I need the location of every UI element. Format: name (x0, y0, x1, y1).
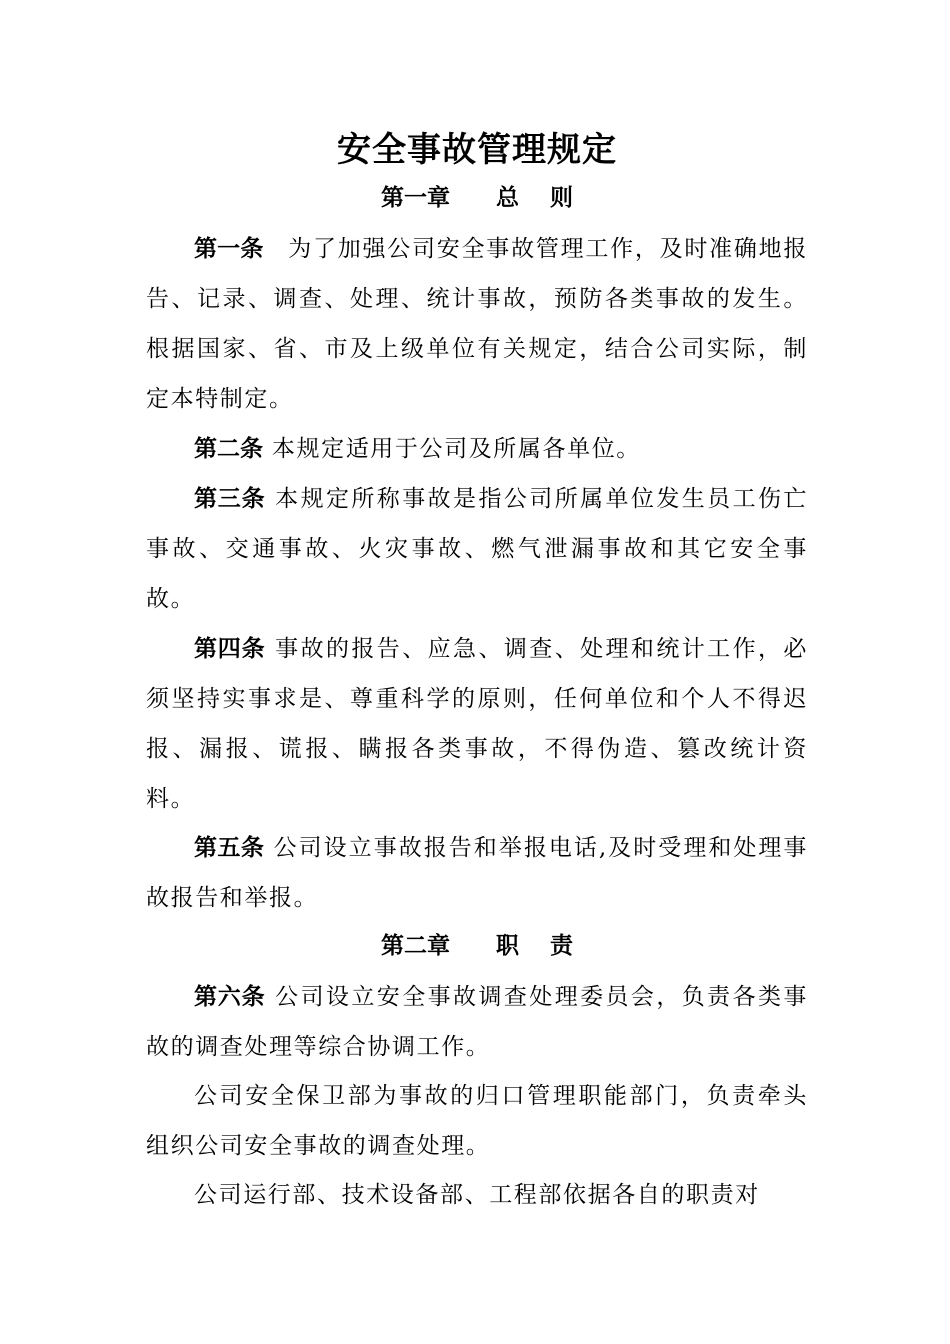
chapter-heading-1: 第一章 总 则 (380, 185, 573, 211)
article-1 (146, 224, 808, 424)
paragraph-text: 公司安全保卫部为事故的归口管理职能部门，负责牵头组织公司安全事故的调查处理。 (146, 1083, 808, 1159)
paragraph-departments (146, 1170, 808, 1220)
article-number: 第二条 (194, 436, 263, 462)
article-4 (146, 624, 808, 824)
article-3 (146, 474, 808, 624)
article-text: 公司设立安全事故调查处理委员会，负责各类事故的调查处理等综合协调工作。 (146, 984, 808, 1060)
article-text: 本规定所称事故是指公司所属单位发生员工伤亡事故、交通事故、火灾事故、燃气泄漏事故和其它安全事故。 (146, 486, 808, 612)
document-page (146, 0, 808, 1344)
article-number: 第一条 (194, 236, 264, 262)
document-title: 安全事故管理规定 (337, 130, 617, 170)
article-6 (146, 972, 808, 1072)
article-number: 第五条 (194, 835, 265, 861)
article-number: 第三条 (194, 486, 266, 512)
article-number: 第六条 (194, 984, 266, 1010)
article-text: 公司设立事故报告和举报电话,及时受理和处理事故报告和举报。 (146, 835, 809, 911)
paragraph-text: 公司运行部、技术设备部、工程部依据各自的职责对 (194, 1182, 760, 1208)
chapter-heading-2: 第二章 职 责 (380, 933, 573, 959)
article-text: 事故的报告、应急、调查、处理和统计工作，必须坚持实事求是、尊重科学的原则，任何单位和个人不得迟报、漏报、谎报、瞒报各类事故，不得伪造、篡改统计资料。 (146, 636, 808, 812)
article-2 (146, 424, 808, 474)
article-number: 第四条 (194, 636, 266, 662)
article-5 (146, 823, 808, 923)
paragraph-security-dept (146, 1071, 808, 1171)
article-text: 为了加强公司安全事故管理工作，及时准确地报告、记录、调查、处理、统计事故，预防各类事故的发生。根据国家、省、市及上级单位有关规定，结合公司实际，制定本特制定。 (146, 236, 809, 412)
article-text: 本规定适用于公司及所属各单位。 (263, 436, 641, 462)
